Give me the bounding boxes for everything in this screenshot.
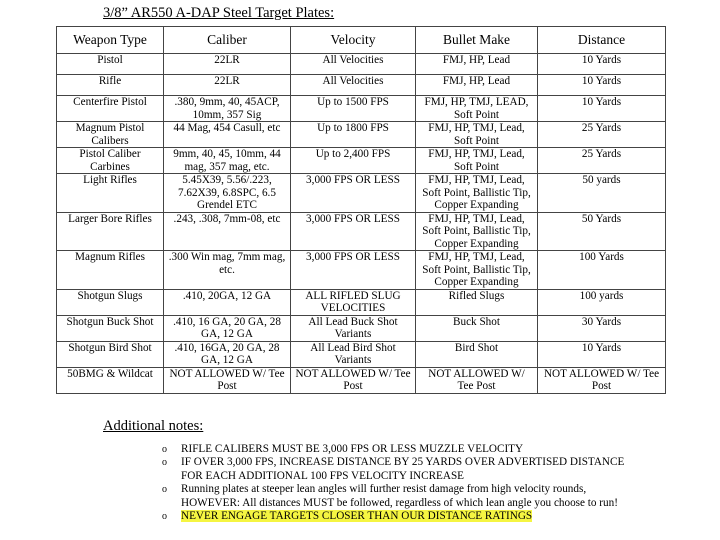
cell-bullet-make: FMJ, HP, Lead bbox=[416, 75, 538, 96]
cell-bullet-make: Buck Shot bbox=[416, 315, 538, 341]
cell-velocity: NOT ALLOWED W/ Tee Post bbox=[291, 367, 416, 393]
cell-distance: 10 Yards bbox=[538, 75, 666, 96]
header-caliber: Caliber bbox=[164, 27, 291, 54]
list-item-highlighted bbox=[160, 510, 630, 523]
circle-bullet-icon: o bbox=[162, 484, 167, 496]
cell-distance: 25 Yards bbox=[538, 122, 666, 148]
table-row bbox=[57, 148, 666, 174]
cell-velocity: Up to 1800 FPS bbox=[291, 122, 416, 148]
cell-velocity: All Lead Bird Shot Variants bbox=[291, 341, 416, 367]
list-item bbox=[160, 456, 630, 483]
cell-weapon-type: Rifle bbox=[57, 75, 164, 96]
list-item bbox=[160, 443, 630, 456]
cell-velocity: All Velocities bbox=[291, 54, 416, 75]
table-row bbox=[57, 212, 666, 251]
circle-bullet-icon: o bbox=[162, 457, 167, 469]
cell-velocity: 3,000 FPS OR LESS bbox=[291, 212, 416, 251]
cell-caliber: 5.45X39, 5.56/.223, 7.62X39, 6.8SPC, 6.5 Grendel ETC bbox=[164, 174, 291, 213]
cell-velocity: 3,000 FPS OR LESS bbox=[291, 174, 416, 213]
note-text: RIFLE CALIBERS MUST BE 3,000 FPS OR LESS MUZZLE VELOCITY bbox=[181, 443, 524, 455]
cell-velocity: 3,000 FPS OR LESS bbox=[291, 251, 416, 290]
cell-velocity: Up to 2,400 FPS bbox=[291, 148, 416, 174]
cell-velocity: All Velocities bbox=[291, 75, 416, 96]
cell-bullet-make: Bird Shot bbox=[416, 341, 538, 367]
notes-heading: Additional notes: bbox=[103, 418, 204, 434]
cell-caliber: .300 Win mag, 7mm mag, etc. bbox=[164, 251, 291, 290]
header-bullet-make: Bullet Make bbox=[416, 27, 538, 54]
cell-caliber: .410, 16 GA, 20 GA, 28 GA, 12 GA bbox=[164, 315, 291, 341]
notes-list bbox=[160, 443, 630, 523]
cell-bullet-make: FMJ, HP, TMJ, Lead, Soft Point bbox=[416, 122, 538, 148]
cell-distance: 50 yards bbox=[538, 174, 666, 213]
table-row bbox=[57, 251, 666, 290]
cell-bullet-make: FMJ, HP, TMJ, LEAD, Soft Point bbox=[416, 96, 538, 122]
table-row bbox=[57, 54, 666, 75]
cell-caliber: 44 Mag, 454 Casull, etc bbox=[164, 122, 291, 148]
cell-velocity: Up to 1500 FPS bbox=[291, 96, 416, 122]
cell-caliber: 22LR bbox=[164, 54, 291, 75]
table-row bbox=[57, 174, 666, 213]
cell-weapon-type: 50BMG & Wildcat bbox=[57, 367, 164, 393]
cell-velocity: ALL RIFLED SLUG VELOCITIES bbox=[291, 289, 416, 315]
table-row bbox=[57, 367, 666, 393]
cell-distance: 50 Yards bbox=[538, 212, 666, 251]
table-row bbox=[57, 315, 666, 341]
cell-bullet-make: FMJ, HP, TMJ, Lead, Soft Point, Ballistic Tip, Copper Expanding bbox=[416, 212, 538, 251]
header-weapon-type: Weapon Type bbox=[57, 27, 164, 54]
table-row bbox=[57, 289, 666, 315]
cell-distance: 10 Yards bbox=[538, 96, 666, 122]
header-velocity: Velocity bbox=[291, 27, 416, 54]
cell-bullet-make: FMJ, HP, Lead bbox=[416, 54, 538, 75]
header-distance: Distance bbox=[538, 27, 666, 54]
cell-caliber: .380, 9mm, 40, 45ACP, 10mm, 357 Sig bbox=[164, 96, 291, 122]
cell-weapon-type: Pistol bbox=[57, 54, 164, 75]
cell-weapon-type: Larger Bore Rifles bbox=[57, 212, 164, 251]
note-text-highlighted: NEVER ENGAGE TARGETS CLOSER THAN OUR DISTANCE RATINGS bbox=[181, 510, 533, 523]
cell-bullet-make: FMJ, HP, TMJ, Lead, Soft Point, Ballistic Tip, Copper Expanding bbox=[416, 174, 538, 213]
cell-caliber: .410, 16GA, 20 GA, 28 GA, 12 GA bbox=[164, 341, 291, 367]
cell-distance: 10 Yards bbox=[538, 341, 666, 367]
cell-weapon-type: Magnum Rifles bbox=[57, 251, 164, 290]
cell-weapon-type: Centerfire Pistol bbox=[57, 96, 164, 122]
list-item bbox=[160, 483, 630, 510]
cell-velocity: All Lead Buck Shot Variants bbox=[291, 315, 416, 341]
note-text: Running plates at steeper lean angles will further resist damage from high velocity rounds, HOWEVER: All distances MUST be followed, regardless of which lean angle you choose to run! bbox=[181, 483, 618, 509]
cell-bullet-make: FMJ, HP, TMJ, Lead, Soft Point bbox=[416, 148, 538, 174]
cell-weapon-type: Shotgun Bird Shot bbox=[57, 341, 164, 367]
cell-weapon-type: Shotgun Slugs bbox=[57, 289, 164, 315]
cell-caliber: 9mm, 40, 45, 10mm, 44 mag, 357 mag, etc. bbox=[164, 148, 291, 174]
table-row bbox=[57, 341, 666, 367]
cell-weapon-type: Light Rifles bbox=[57, 174, 164, 213]
cell-weapon-type: Pistol Caliber Carbines bbox=[57, 148, 164, 174]
cell-bullet-make: Rifled Slugs bbox=[416, 289, 538, 315]
table-row bbox=[57, 75, 666, 96]
target-plates-table bbox=[56, 26, 666, 394]
cell-distance: 25 Yards bbox=[538, 148, 666, 174]
cell-weapon-type: Shotgun Buck Shot bbox=[57, 315, 164, 341]
circle-bullet-icon: o bbox=[162, 511, 167, 523]
cell-distance: 10 Yards bbox=[538, 54, 666, 75]
cell-distance: 100 yards bbox=[538, 289, 666, 315]
cell-caliber: NOT ALLOWED W/ Tee Post bbox=[164, 367, 291, 393]
circle-bullet-icon: o bbox=[162, 444, 167, 455]
table-header-row bbox=[57, 27, 666, 54]
cell-distance: 30 Yards bbox=[538, 315, 666, 341]
cell-weapon-type: Magnum Pistol Calibers bbox=[57, 122, 164, 148]
table-row bbox=[57, 122, 666, 148]
cell-distance: 100 Yards bbox=[538, 251, 666, 290]
cell-distance: NOT ALLOWED W/ Tee Post bbox=[538, 367, 666, 393]
table-row bbox=[57, 96, 666, 122]
cell-bullet-make: FMJ, HP, TMJ, Lead, Soft Point, Ballistic Tip, Copper Expanding bbox=[416, 251, 538, 290]
document-title: 3/8” AR550 A-DAP Steel Target Plates: bbox=[103, 5, 335, 21]
cell-caliber: .243, .308, 7mm-08, etc bbox=[164, 212, 291, 251]
cell-bullet-make: NOT ALLOWED W/ Tee Post bbox=[416, 367, 538, 393]
cell-caliber: 22LR bbox=[164, 75, 291, 96]
cell-caliber: .410, 20GA, 12 GA bbox=[164, 289, 291, 315]
note-text: IF OVER 3,000 FPS, INCREASE DISTANCE BY 25 YARDS OVER ADVERTISED DISTANCE FOR EACH ADDITIONAL 100 FPS VELOCITY INCREASE bbox=[181, 456, 625, 482]
